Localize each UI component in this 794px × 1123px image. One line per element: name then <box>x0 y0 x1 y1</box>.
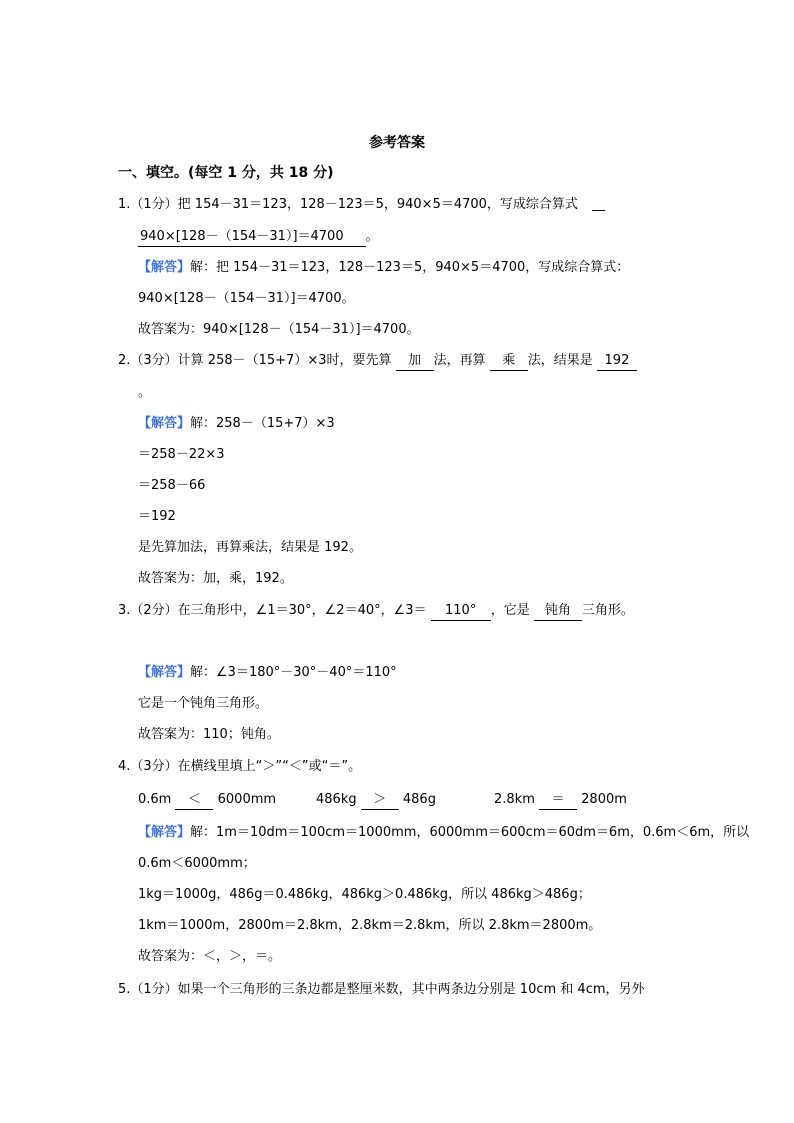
comparison-blank: ＞ <box>361 791 399 810</box>
solution-tag: 【解答】 <box>138 260 191 275</box>
solution-line: 解：把 154－31＝123，128－123＝5，940×5＝4700，写成综合算式： <box>190 260 630 275</box>
final-answer: 故答案为：110；钝角。 <box>138 727 280 742</box>
solution-line: 是先算加法，再算乘法，结果是 192。 <box>138 540 362 555</box>
solution-tag: 【解答】 <box>138 825 191 840</box>
question-2 <box>118 352 637 371</box>
question-5: 5.（1分）如果一个三角形的三条边都是整厘米数，其中两条边分别是 10cm 和 4cm，另外 <box>118 982 645 997</box>
solution-line: ＝258－22×3 <box>138 447 225 462</box>
solution-line: 1kg＝1000g，486g＝0.486kg，486kg＞0.486kg，所以 486kg＞486g； <box>138 887 591 902</box>
question-3-stem: 3.（2分）在三角形中，∠1＝30°，∠2＝40°，∠3＝ <box>118 603 427 618</box>
question-3-blank-1: 110° <box>431 602 491 621</box>
solution-line: 解：1m＝10dm＝100cm＝1000mm，6000mm＝600cm＝60dm＝6m，0.6m＜6m，所以 <box>190 825 750 840</box>
question-3 <box>118 602 634 621</box>
comparison-blank: ＜ <box>175 791 213 810</box>
final-answer: 故答案为：加，乘，192。 <box>138 571 293 586</box>
question-1 <box>118 196 605 214</box>
question-1-answer-line <box>138 228 379 247</box>
question-1-answer: 940×[128－（154－31）]＝4700 <box>138 228 366 247</box>
comparison-right: 6000mm <box>217 792 277 807</box>
question-3-blank-2: 钝角 <box>534 602 582 621</box>
final-answer: 故答案为：＜，＞，＝。 <box>138 949 282 964</box>
page-title: 参考答案 <box>369 135 425 151</box>
question-2-stem: 法，结果是 <box>527 353 593 368</box>
comparison-right: 2800m <box>581 792 627 807</box>
question-1-blank-prefix: __ <box>592 197 606 212</box>
solution-line: 0.6m＜6000mm； <box>138 856 256 871</box>
comparison-item <box>494 791 627 810</box>
comparison-right: 486g <box>402 792 436 807</box>
question-2-solution <box>138 415 335 433</box>
solution-line: 解：258－（15+7）×3 <box>190 416 335 431</box>
question-4-solution <box>138 824 749 842</box>
solution-tag: 【解答】 <box>138 416 191 431</box>
question-1-end: 。 <box>365 229 379 244</box>
solution-line: 1km＝1000m，2800m＝2.8km，2.8km＝2.8km，所以 2.8km＝2800m。 <box>138 918 602 933</box>
question-2-blank-2: 乘 <box>490 352 528 371</box>
final-answer: 故答案为：940×[128－（154－31）]＝4700。 <box>138 322 420 337</box>
comparison-item <box>138 791 276 810</box>
solution-tag: 【解答】 <box>138 665 191 680</box>
comparison-item <box>316 791 436 810</box>
question-2-stem: 法，再算 <box>433 353 486 368</box>
solution-line: 940×[128－（154－31）]＝4700。 <box>138 291 355 306</box>
solution-line: 它是一个钝角三角形。 <box>138 696 269 711</box>
comparison-blank: ＝ <box>539 791 577 810</box>
question-1-solution <box>138 259 629 277</box>
section-heading: 一、填空。(每空 1 分，共 18 分) <box>118 165 334 181</box>
solution-line: ＝258－66 <box>138 478 206 493</box>
question-2-blank-3: 192 <box>597 352 637 371</box>
comparison-left: 486kg <box>316 792 357 807</box>
question-2-stem: 2.（3分）计算 258－（15+7）×3时，要先算 <box>118 353 392 368</box>
comparison-left: 2.8km <box>494 792 535 807</box>
question-3-stem: 三角形。 <box>581 603 634 618</box>
question-2-end: 。 <box>138 385 152 400</box>
solution-line: 解：∠3＝180°－30°－40°＝110° <box>190 665 397 680</box>
question-1-stem: 1.（1分）把 154－31＝123，128－123＝5，940×5＝4700，写成综合算式 <box>118 197 578 212</box>
solution-line: ＝192 <box>138 509 176 524</box>
comparison-left: 0.6m <box>138 792 172 807</box>
question-4: 4.（3分）在横线里填上“＞”“＜”或“＝”。 <box>118 759 362 774</box>
question-3-stem: ，它是 <box>490 603 530 618</box>
question-3-solution <box>138 664 397 682</box>
question-2-blank-1: 加 <box>396 352 434 371</box>
